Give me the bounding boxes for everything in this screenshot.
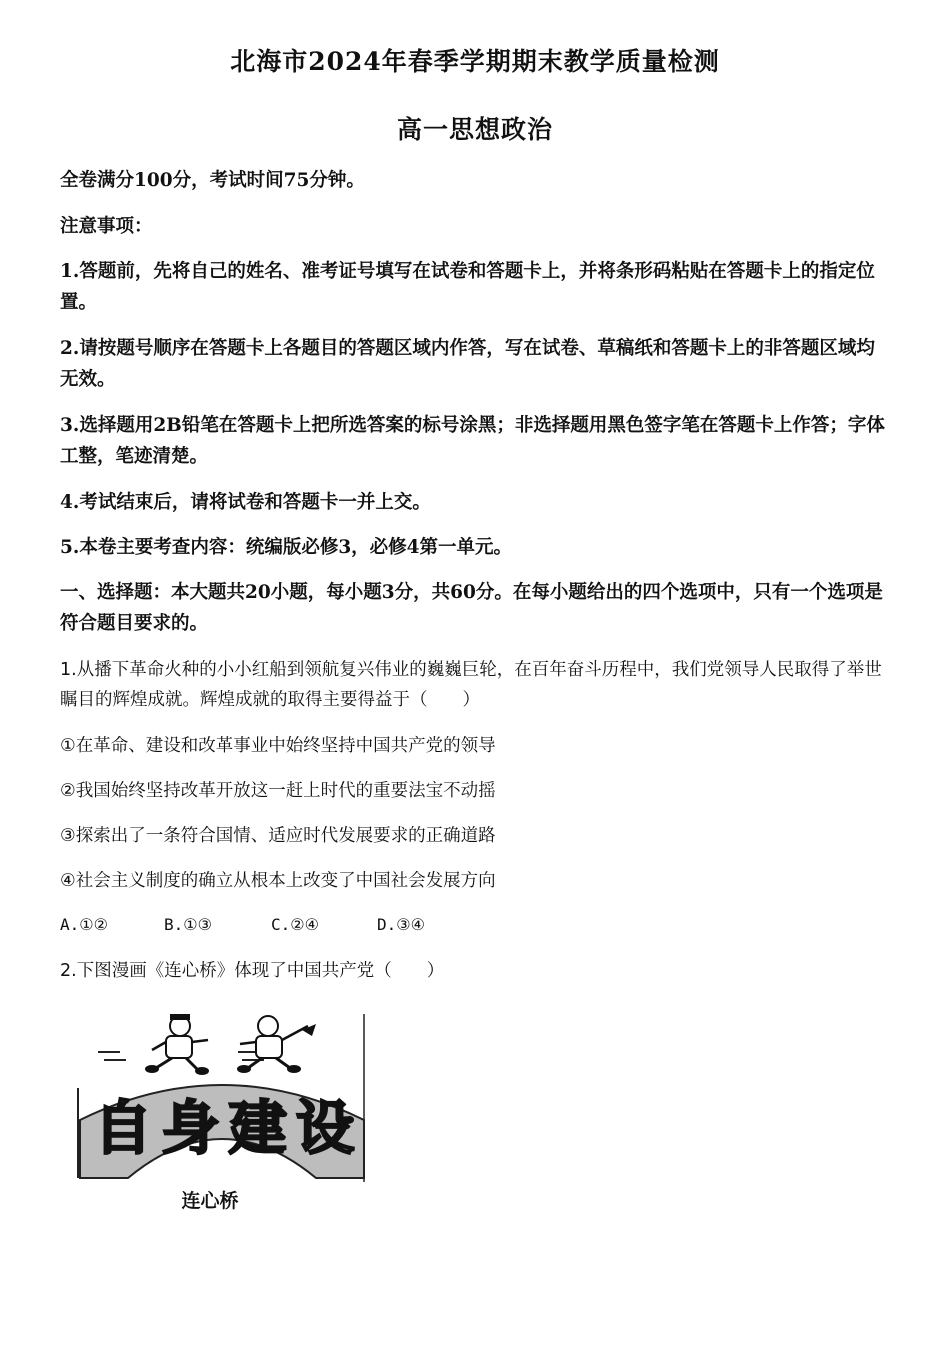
option-a[interactable]: A.①②	[60, 915, 108, 934]
exam-subject: 高一思想政治	[396, 115, 553, 144]
question-1-options	[60, 910, 425, 940]
notice-item-5: 5.本卷主要考查内容：统编版必修3，必修4第一单元。	[60, 537, 513, 558]
notice-item-2: 2.请按题号顺序在答题卡上各题目的答题区域内作答，写在试卷、草稿纸和答题卡上的非答题区域均无效。	[60, 338, 875, 390]
question-1-stem: 1.从播下革命火种的小小红船到领航复兴伟业的巍巍巨轮，在百年奋斗历程中，我们党领导人民取得了举世瞩目的辉煌成就。辉煌成就的取得主要得益于（ ）	[60, 660, 882, 710]
question-2-stem: 2.下图漫画《连心桥》体现了中国共产党（ ）	[60, 961, 445, 981]
question-1-statement-2: ②我国始终坚持改革开放这一赶上时代的重要法宝不动摇	[60, 781, 496, 801]
running-farmer-figure	[237, 1016, 316, 1073]
cartoon-lianxin-bridge	[76, 1010, 368, 1188]
notice-item-1: 1.答题前，先将自己的姓名、准考证号填写在试卷和答题卡上，并将条形码粘贴在答题卡上的指定位置。	[60, 261, 875, 313]
option-d[interactable]: D.③④	[377, 915, 425, 934]
running-official-figure	[145, 1014, 209, 1075]
notice-item-3: 3.选择题用2B铅笔在答题卡上把所选答案的标号涂黑；非选择题用黑色签字笔在答题卡上作答；字体工整，笔迹清楚。	[60, 415, 885, 467]
bridge-characters: 自身建设	[94, 1094, 354, 1162]
option-b[interactable]: B.①③	[164, 915, 212, 934]
question-1-statement-1: ①在革命、建设和改革事业中始终坚持中国共产党的领导	[60, 736, 496, 756]
question-1-statement-3: ③探索出了一条符合国情、适应时代发展要求的正确道路	[60, 826, 496, 846]
question-1-statement-4: ④社会主义制度的确立从根本上改变了中国社会发展方向	[60, 871, 496, 891]
section-heading: 一、选择题：本大题共20小题，每小题3分，共60分。在每小题给出的四个选项中，只有一个选项是符合题目要求的。	[60, 582, 883, 634]
score-time-note: 全卷满分100分，考试时间75分钟。	[60, 170, 365, 191]
notice-heading: 注意事项：	[60, 216, 153, 237]
exam-title: 北海市2024年春季学期期末教学质量检测	[230, 47, 720, 76]
cartoon-caption: 连心桥	[181, 1190, 239, 1212]
notice-item-4: 4.考试结束后，请将试卷和答题卡一并上交。	[60, 492, 431, 513]
option-c[interactable]: C.②④	[271, 915, 319, 934]
